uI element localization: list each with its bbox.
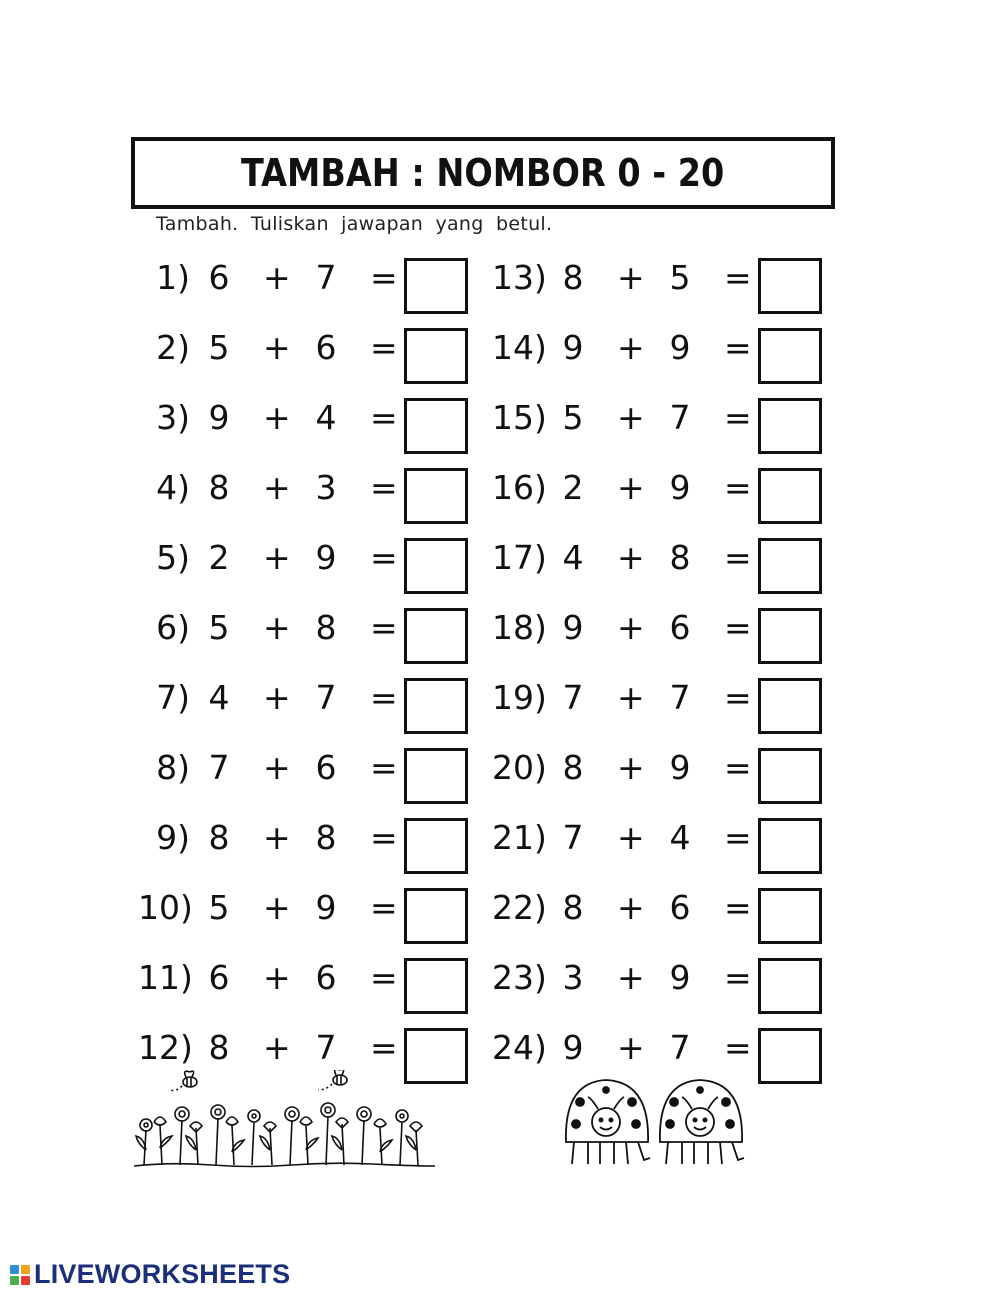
answer-box[interactable] [758,888,822,944]
first-addend: 7 [208,748,230,787]
problem-row [138,252,478,322]
second-addend: 8 [315,818,337,857]
answer-box[interactable] [404,818,468,874]
problem-number: 7) [156,678,190,717]
problem-row [138,392,478,462]
answer-box[interactable] [404,258,468,314]
plus-sign: + [263,1028,291,1067]
first-addend: 8 [208,1028,230,1067]
answer-box[interactable] [758,608,822,664]
problem-row [138,322,478,392]
instruction-text: Tambah. Tuliskan jawapan yang betul. [156,213,553,235]
plus-sign: + [263,328,291,367]
equals-sign: = [724,608,752,647]
plus-sign: + [617,1028,645,1067]
plus-sign: + [263,748,291,787]
answer-box[interactable] [758,818,822,874]
problem-number: 4) [156,468,190,507]
second-addend: 9 [315,888,337,927]
problem-number: 11) [138,958,193,997]
second-addend: 3 [315,468,337,507]
second-addend: 7 [315,258,337,297]
second-addend: 7 [669,678,691,717]
second-addend: 8 [315,608,337,647]
first-addend: 8 [208,468,230,507]
problem-row [492,322,832,392]
equals-sign: = [370,748,398,787]
problem-number: 2) [156,328,190,367]
answer-box[interactable] [404,608,468,664]
first-addend: 4 [562,538,584,577]
answer-box[interactable] [758,748,822,804]
equals-sign: = [724,398,752,437]
first-addend: 4 [208,678,230,717]
plus-sign: + [617,608,645,647]
problem-number: 9) [156,818,190,857]
problem-number: 3) [156,398,190,437]
equals-sign: = [370,608,398,647]
plus-sign: + [617,468,645,507]
answer-box[interactable] [404,678,468,734]
first-addend: 7 [562,678,584,717]
problem-number: 21) [492,818,547,857]
equals-sign: = [724,888,752,927]
problem-row [138,462,478,532]
answer-box[interactable] [404,888,468,944]
second-addend: 8 [669,538,691,577]
equals-sign: = [724,1028,752,1067]
flowers-and-bees-illustration [132,1070,437,1170]
equals-sign: = [370,678,398,717]
problem-row [492,252,832,322]
answer-box[interactable] [758,258,822,314]
equals-sign: = [370,958,398,997]
plus-sign: + [617,258,645,297]
problem-row [492,602,832,672]
problem-number: 19) [492,678,547,717]
second-addend: 4 [315,398,337,437]
equals-sign: = [370,398,398,437]
answer-box[interactable] [404,748,468,804]
problem-number: 6) [156,608,190,647]
plus-sign: + [263,678,291,717]
equals-sign: = [724,678,752,717]
answer-box[interactable] [758,1028,822,1084]
first-addend: 5 [562,398,584,437]
first-addend: 7 [562,818,584,857]
equals-sign: = [370,1028,398,1067]
ladybugs-illustration [560,1072,760,1172]
plus-sign: + [617,888,645,927]
plus-sign: + [263,398,291,437]
equals-sign: = [370,538,398,577]
equals-sign: = [724,538,752,577]
second-addend: 5 [669,258,691,297]
first-addend: 9 [562,608,584,647]
footer-brand [10,1259,290,1290]
problem-number: 16) [492,468,547,507]
equals-sign: = [370,258,398,297]
first-addend: 9 [208,398,230,437]
problems-column-left [138,252,478,1092]
plus-sign: + [617,398,645,437]
answer-box[interactable] [758,678,822,734]
problem-row [492,812,832,882]
second-addend: 7 [669,1028,691,1067]
equals-sign: = [370,888,398,927]
problem-number: 14) [492,328,547,367]
problem-row [138,602,478,672]
problem-number: 15) [492,398,547,437]
problem-number: 17) [492,538,547,577]
answer-box[interactable] [404,398,468,454]
second-addend: 7 [669,398,691,437]
liveworksheets-logo-icon [10,1265,30,1285]
brand-name: LIVEWORKSHEETS [34,1259,291,1289]
problems-column-right [492,252,832,1092]
problem-number: 1) [156,258,190,297]
plus-sign: + [263,258,291,297]
first-addend: 8 [562,258,584,297]
first-addend: 2 [562,468,584,507]
plus-sign: + [617,958,645,997]
plus-sign: + [617,328,645,367]
first-addend: 5 [208,608,230,647]
first-addend: 5 [208,328,230,367]
second-addend: 9 [669,748,691,787]
plus-sign: + [617,748,645,787]
second-addend: 9 [669,958,691,997]
second-addend: 6 [315,748,337,787]
problem-row [492,742,832,812]
answer-box[interactable] [404,538,468,594]
first-addend: 6 [208,258,230,297]
problem-row [492,462,832,532]
problem-number: 22) [492,888,547,927]
problem-row [138,952,478,1022]
problem-row [492,672,832,742]
answer-box[interactable] [758,328,822,384]
plus-sign: + [263,538,291,577]
plus-sign: + [263,818,291,857]
problem-number: 23) [492,958,547,997]
problem-row [492,392,832,462]
first-addend: 9 [562,328,584,367]
second-addend: 9 [669,468,691,507]
first-addend: 3 [562,958,584,997]
problem-row [492,882,832,952]
problem-number: 10) [138,888,193,927]
equals-sign: = [724,818,752,857]
problem-row [492,952,832,1022]
first-addend: 8 [208,818,230,857]
worksheet-title: TAMBAH : NOMBOR 0 - 20 [241,151,725,195]
first-addend: 5 [208,888,230,927]
equals-sign: = [724,468,752,507]
problem-number: 12) [138,1028,193,1067]
equals-sign: = [724,958,752,997]
equals-sign: = [724,258,752,297]
answer-box[interactable] [758,958,822,1014]
problem-number: 20) [492,748,547,787]
plus-sign: + [617,538,645,577]
plus-sign: + [617,678,645,717]
first-addend: 6 [208,958,230,997]
plus-sign: + [263,888,291,927]
second-addend: 7 [315,1028,337,1067]
second-addend: 6 [315,328,337,367]
problem-number: 18) [492,608,547,647]
answer-box[interactable] [758,398,822,454]
problem-number: 24) [492,1028,547,1067]
plus-sign: + [263,608,291,647]
equals-sign: = [370,468,398,507]
second-addend: 6 [669,608,691,647]
first-addend: 2 [208,538,230,577]
plus-sign: + [617,818,645,857]
problem-row [138,742,478,812]
answer-box[interactable] [404,958,468,1014]
equals-sign: = [724,748,752,787]
answer-box[interactable] [404,468,468,524]
plus-sign: + [263,468,291,507]
first-addend: 8 [562,748,584,787]
problem-row [138,882,478,952]
equals-sign: = [370,328,398,367]
second-addend: 6 [315,958,337,997]
second-addend: 6 [669,888,691,927]
problem-row [492,532,832,602]
answer-box[interactable] [758,538,822,594]
problem-row [138,812,478,882]
answer-box[interactable] [758,468,822,524]
answer-box[interactable] [404,328,468,384]
equals-sign: = [370,818,398,857]
title-box [131,137,835,209]
problem-row [138,672,478,742]
first-addend: 8 [562,888,584,927]
problem-number: 5) [156,538,190,577]
second-addend: 7 [315,678,337,717]
second-addend: 9 [669,328,691,367]
problem-row [138,532,478,602]
second-addend: 9 [315,538,337,577]
second-addend: 4 [669,818,691,857]
first-addend: 9 [562,1028,584,1067]
problem-number: 13) [492,258,547,297]
equals-sign: = [724,328,752,367]
plus-sign: + [263,958,291,997]
problem-number: 8) [156,748,190,787]
